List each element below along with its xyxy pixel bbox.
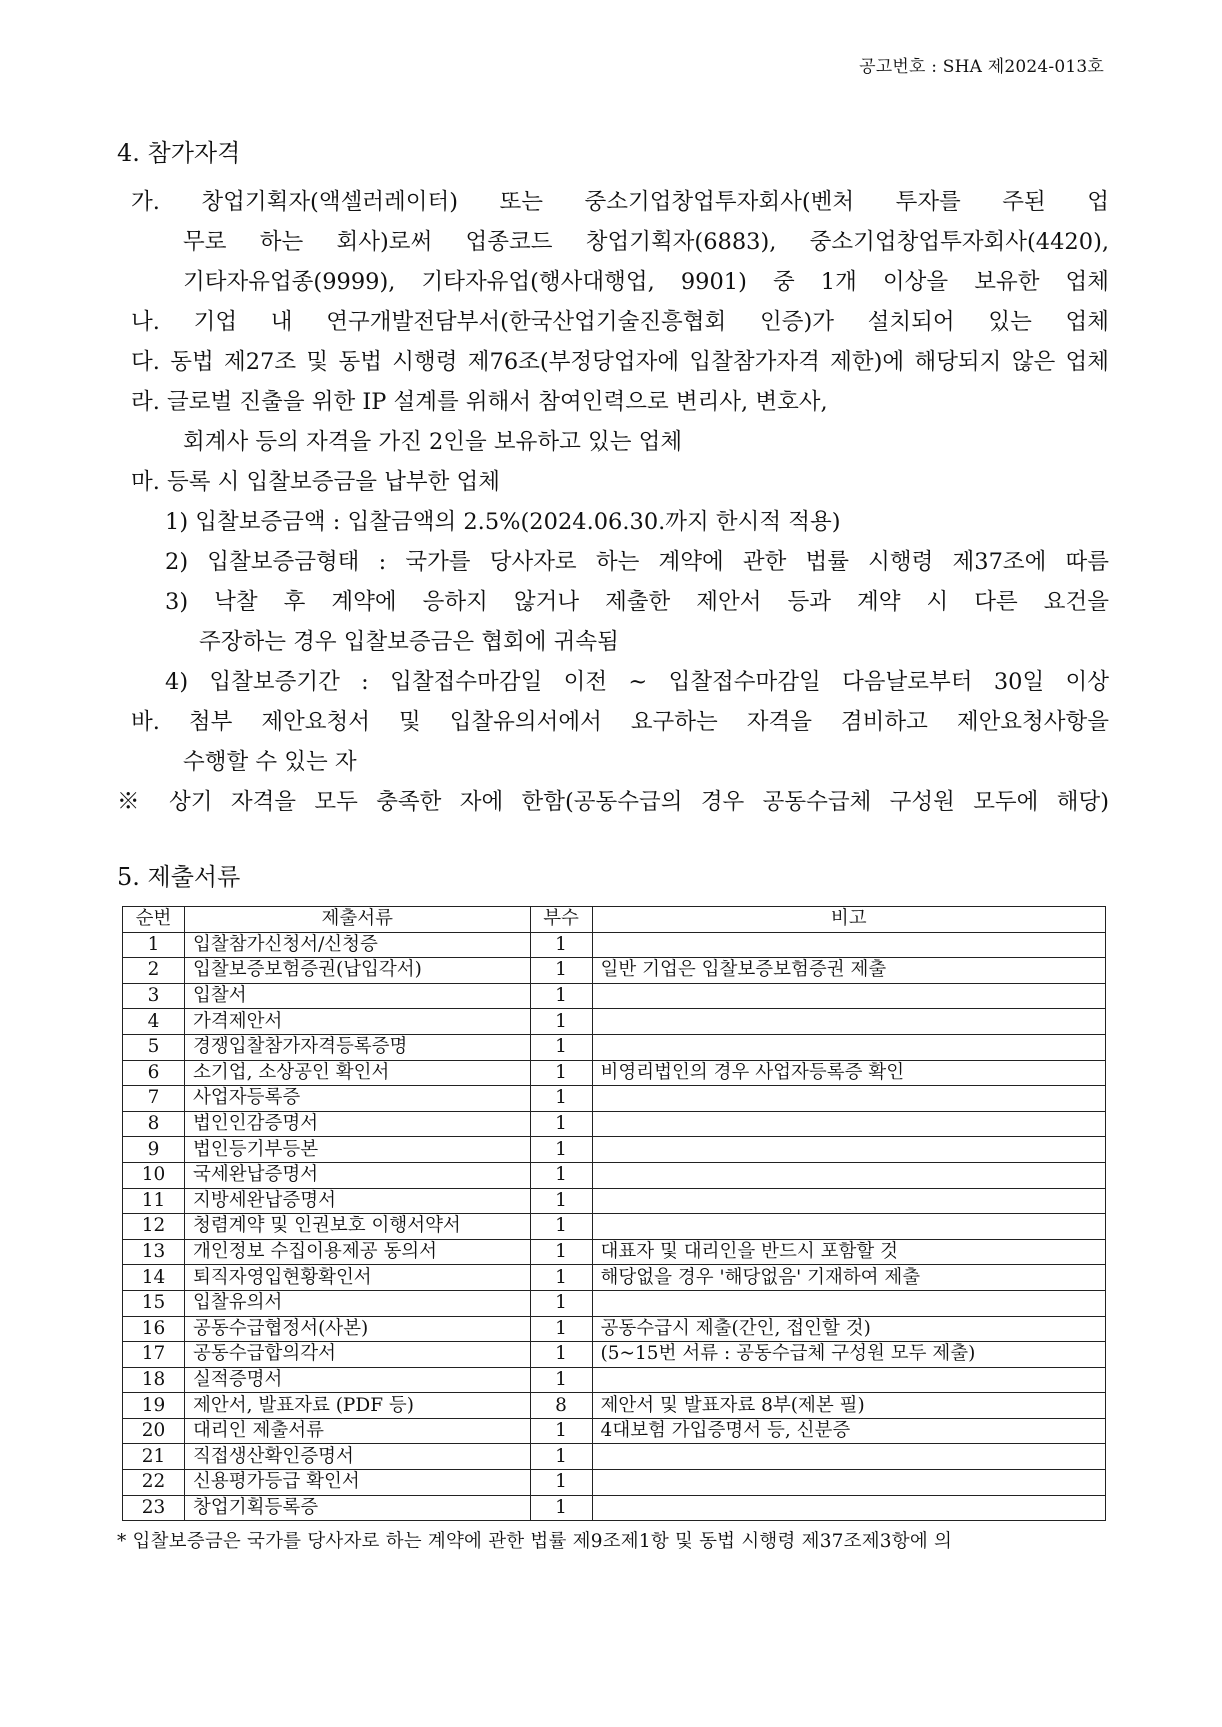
seq-cell: 15: [123, 1290, 185, 1316]
document-cell: 창업기획등록증: [184, 1495, 530, 1521]
qualification-line: 나. 기업 내 연구개발전담부서(한국산업기술진흥협회 인증)가 설치되어 있는 업체: [131, 309, 1109, 335]
qualification-line: 2) 입찰보증금형태 : 국가를 당사자로 하는 계약에 관한 법률 시행령 제37조에 따름: [165, 549, 1109, 575]
copies-cell: 1: [530, 1367, 592, 1393]
copies-cell: 1: [530, 983, 592, 1009]
document-cell: 제안서, 발표자료 (PDF 등): [184, 1393, 530, 1419]
document-cell: 신용평가등급 확인서: [184, 1470, 530, 1496]
remarks-cell: [592, 1111, 1105, 1137]
seq-cell: 16: [123, 1316, 185, 1342]
seq-cell: 9: [123, 1137, 185, 1163]
document-cell: 국세완납증명서: [184, 1162, 530, 1188]
remarks-cell: [592, 1495, 1105, 1521]
document-cell: 소기업, 소상공인 확인서: [184, 1060, 530, 1086]
qualification-line: 다. 동법 제27조 및 동법 시행령 제76조(부정당업자에 입찰참가자격 제한)에 해당되지 않은 업체: [131, 349, 1109, 375]
document-cell: 법인등기부등본: [184, 1137, 530, 1163]
table-row: [123, 1214, 1106, 1240]
document-cell: 실적증명서: [184, 1367, 530, 1393]
section-4-qualifications: [117, 182, 1109, 822]
copies-cell: 1: [530, 1290, 592, 1316]
seq-cell: 7: [123, 1086, 185, 1112]
copies-cell: 1: [530, 1214, 592, 1240]
qualification-line: 1) 입찰보증금액 : 입찰금액의 2.5%(2024.06.30.까지 한시적 적용): [165, 509, 841, 535]
remarks-cell: 4대보험 가입증명서 등, 신분증: [592, 1418, 1105, 1444]
qualification-line: 회계사 등의 자격을 가진 2인을 보유하고 있는 업체: [183, 429, 683, 455]
seq-cell: 17: [123, 1342, 185, 1368]
seq-cell: 14: [123, 1265, 185, 1291]
document-cell: 대리인 제출서류: [184, 1418, 530, 1444]
copies-cell: 8: [530, 1393, 592, 1419]
document-cell: 입찰서: [184, 983, 530, 1009]
document-cell: 입찰보증보험증권(납입각서): [184, 958, 530, 984]
copies-cell: 1: [530, 1162, 592, 1188]
document-cell: 가격제안서: [184, 1009, 530, 1035]
copies-cell: 1: [530, 1060, 592, 1086]
seq-cell: 13: [123, 1239, 185, 1265]
seq-cell: 2: [123, 958, 185, 984]
table-row: [123, 1086, 1106, 1112]
remarks-cell: [592, 1086, 1105, 1112]
remarks-cell: [592, 1367, 1105, 1393]
qualification-line: 기타자유업종(9999), 기타자유업(행사대행업, 9901) 중 1개 이상을 보유한 업체: [183, 269, 1109, 295]
table-row: [123, 1137, 1106, 1163]
remarks-cell: 비영리법인의 경우 사업자등록증 확인: [592, 1060, 1105, 1086]
document-cell: 입찰참가신청서/신청증: [184, 932, 530, 958]
document-cell: 청렴계약 및 인권보호 이행서약서: [184, 1214, 530, 1240]
seq-cell: 23: [123, 1495, 185, 1521]
copies-cell: 1: [530, 1342, 592, 1368]
copies-cell: 1: [530, 1265, 592, 1291]
copies-cell: 1: [530, 932, 592, 958]
table-row: [123, 983, 1106, 1009]
table-row: [123, 932, 1106, 958]
qualification-line: 수행할 수 있는 자: [183, 749, 357, 775]
qualification-line: 주장하는 경우 입찰보증금은 협회에 귀속됨: [199, 629, 619, 655]
copies-cell: 1: [530, 1086, 592, 1112]
seq-cell: 11: [123, 1188, 185, 1214]
header-copies: 부수: [530, 907, 592, 933]
table-row: [123, 1316, 1106, 1342]
table-row: [123, 1111, 1106, 1137]
document-cell: 경쟁입찰참가자격등록증명: [184, 1034, 530, 1060]
section-5-title: 5. 제출서류: [117, 863, 241, 891]
copies-cell: 1: [530, 1188, 592, 1214]
remarks-cell: 대표자 및 대리인을 반드시 포함할 것: [592, 1239, 1105, 1265]
document-cell: 공동수급합의각서: [184, 1342, 530, 1368]
table-row: [123, 958, 1106, 984]
document-cell: 지방세완납증명서: [184, 1188, 530, 1214]
header-seq: 순번: [123, 907, 185, 933]
remarks-cell: [592, 1034, 1105, 1060]
remarks-cell: [592, 1290, 1105, 1316]
qualification-line: 무로 하는 회사)로써 업종코드 창업기획자(6883), 중소기업창업투자회사(4420),: [183, 229, 1109, 255]
copies-cell: 1: [530, 1009, 592, 1035]
section-4-title: 4. 참가자격: [117, 139, 241, 167]
table-row: [123, 1418, 1106, 1444]
table-row: [123, 1367, 1106, 1393]
qualification-line: 4) 입찰보증기간 : 입찰접수마감일 이전 ~ 입찰접수마감일 다음날로부터 30일 이상: [165, 669, 1109, 695]
seq-cell: 20: [123, 1418, 185, 1444]
header-remarks: 비고: [592, 907, 1105, 933]
qualification-line: 바. 첨부 제안요청서 및 입찰유의서에서 요구하는 자격을 겸비하고 제안요청사항을: [131, 709, 1109, 735]
remarks-cell: 공동수급시 제출(간인, 접인할 것): [592, 1316, 1105, 1342]
table-row: [123, 1495, 1106, 1521]
document-cell: 사업자등록증: [184, 1086, 530, 1112]
table-header-row: [123, 907, 1106, 933]
remarks-cell: [592, 1188, 1105, 1214]
seq-cell: 8: [123, 1111, 185, 1137]
notice-number: 공고번호 : SHA 제2024-013호: [859, 57, 1104, 77]
footnote: * 입찰보증금은 국가를 당사자로 하는 계약에 관한 법률 제9조제1항 및 동법 시행령 제37조제3항에 의: [117, 1531, 953, 1553]
table-row: [123, 1162, 1106, 1188]
remarks-cell: [592, 1470, 1105, 1496]
remarks-cell: (5~15번 서류 : 공동수급체 구성원 모두 제출): [592, 1342, 1105, 1368]
document-cell: 법인인감증명서: [184, 1111, 530, 1137]
copies-cell: 1: [530, 1137, 592, 1163]
table-row: [123, 1265, 1106, 1291]
header-document: 제출서류: [184, 907, 530, 933]
seq-cell: 4: [123, 1009, 185, 1035]
remarks-cell: 제안서 및 발표자료 8부(제본 필): [592, 1393, 1105, 1419]
qualification-line: 라. 글로벌 진출을 위한 IP 설계를 위해서 참여인력으로 변리사, 변호사,: [131, 389, 828, 415]
document-cell: 개인정보 수집이용제공 동의서: [184, 1239, 530, 1265]
document-cell: 직접생산확인증명서: [184, 1444, 530, 1470]
seq-cell: 22: [123, 1470, 185, 1496]
table-row: [123, 1034, 1106, 1060]
seq-cell: 18: [123, 1367, 185, 1393]
document-cell: 공동수급협정서(사본): [184, 1316, 530, 1342]
remarks-cell: 해당없을 경우 '해당없음' 기재하여 제출: [592, 1265, 1105, 1291]
seq-cell: 5: [123, 1034, 185, 1060]
table-row: [123, 1470, 1106, 1496]
table-row: [123, 1342, 1106, 1368]
table-row: [123, 1239, 1106, 1265]
remarks-cell: [592, 932, 1105, 958]
remarks-cell: [592, 1137, 1105, 1163]
remarks-cell: [592, 1444, 1105, 1470]
document-cell: 퇴직자영입현황확인서: [184, 1265, 530, 1291]
table-row: [123, 1188, 1106, 1214]
copies-cell: 1: [530, 1239, 592, 1265]
table-row: [123, 1060, 1106, 1086]
table-row: [123, 1290, 1106, 1316]
seq-cell: 6: [123, 1060, 185, 1086]
copies-cell: 1: [530, 1034, 592, 1060]
copies-cell: 1: [530, 958, 592, 984]
qualification-line: 가. 창업기획자(액셀러레이터) 또는 중소기업창업투자회사(벤처 투자를 주된 업: [131, 189, 1109, 215]
seq-cell: 1: [123, 932, 185, 958]
remarks-cell: 일반 기업은 입찰보증보험증권 제출: [592, 958, 1105, 984]
remarks-cell: [592, 983, 1105, 1009]
qualification-line: 마. 등록 시 입찰보증금을 납부한 업체: [131, 469, 500, 495]
seq-cell: 12: [123, 1214, 185, 1240]
qualification-line: ※ 상기 자격을 모두 충족한 자에 한함(공동수급의 경우 공동수급체 구성원 모두에 해당): [117, 789, 1109, 815]
documents-table: [122, 906, 1106, 1521]
remarks-cell: [592, 1009, 1105, 1035]
qualification-line: 3) 낙찰 후 계약에 응하지 않거나 제출한 제안서 등과 계약 시 다른 요건을: [165, 589, 1109, 615]
seq-cell: 3: [123, 983, 185, 1009]
copies-cell: 1: [530, 1470, 592, 1496]
table-row: [123, 1444, 1106, 1470]
remarks-cell: [592, 1214, 1105, 1240]
table-row: [123, 1393, 1106, 1419]
seq-cell: 21: [123, 1444, 185, 1470]
remarks-cell: [592, 1162, 1105, 1188]
document-cell: 입찰유의서: [184, 1290, 530, 1316]
copies-cell: 1: [530, 1418, 592, 1444]
copies-cell: 1: [530, 1495, 592, 1521]
seq-cell: 19: [123, 1393, 185, 1419]
copies-cell: 1: [530, 1316, 592, 1342]
seq-cell: 10: [123, 1162, 185, 1188]
copies-cell: 1: [530, 1111, 592, 1137]
table-row: [123, 1009, 1106, 1035]
copies-cell: 1: [530, 1444, 592, 1470]
document-body: [117, 136, 1109, 1553]
